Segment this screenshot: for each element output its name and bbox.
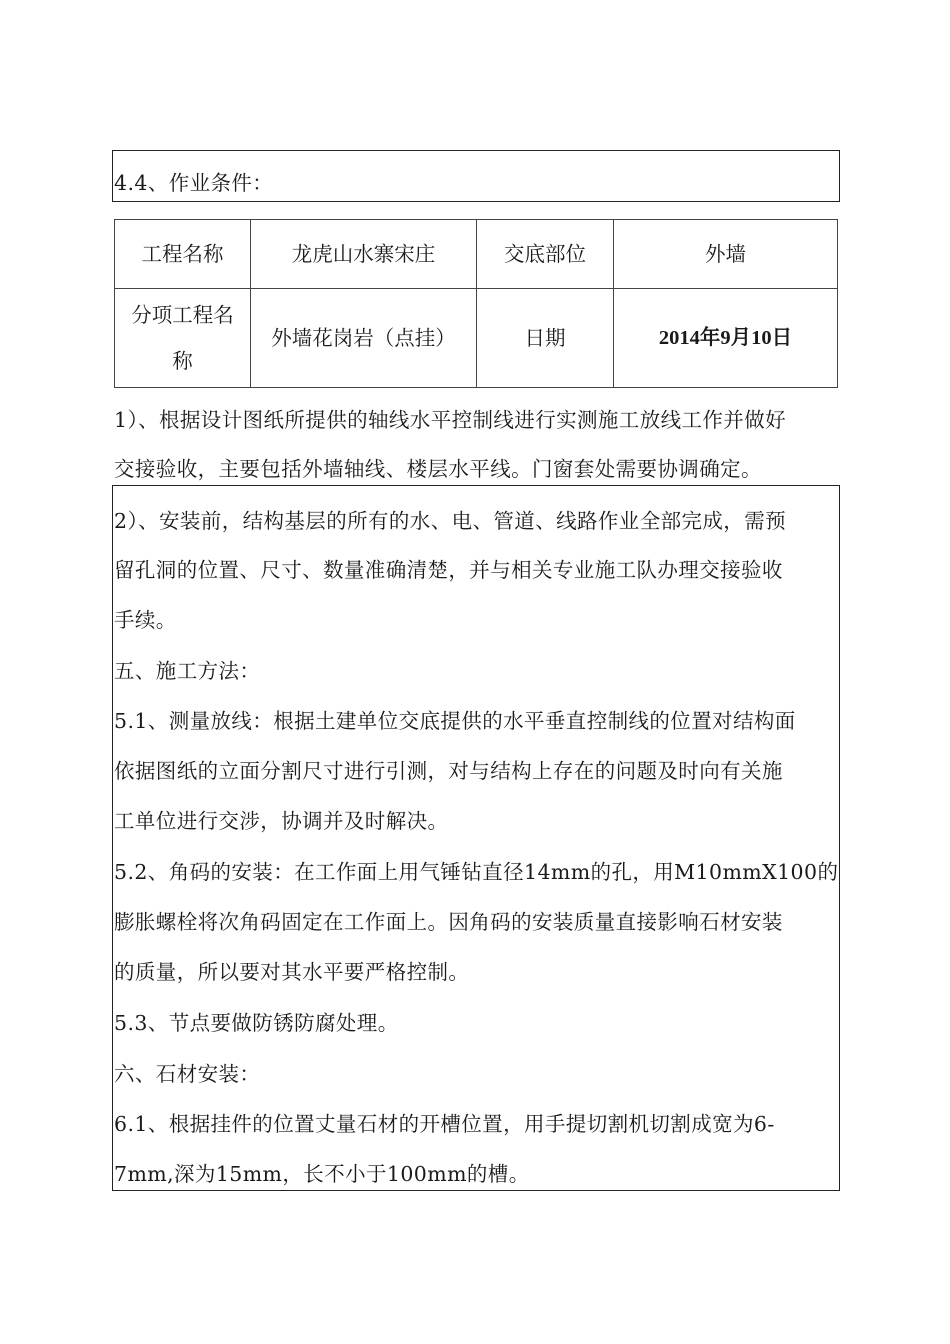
paragraph-line: 7mm,深为15mm，长不小于100mm的槽。 (114, 1162, 530, 1186)
date-label: 日期 (477, 289, 614, 388)
paragraph-line: 的质量，所以要对其水平要严格控制。 (114, 960, 470, 984)
project-info-table (114, 219, 838, 388)
paragraph-line: 1）、根据设计图纸所提供的轴线水平控制线进行实测施工放线工作并做好 (114, 408, 786, 432)
paragraph-line: 膨胀螺栓将次角码固定在工作面上。因角码的安装质量直接影响石材安装 (114, 910, 783, 934)
handover-part-label: 交底部位 (477, 220, 614, 289)
date-value: 2014年9月10日 (614, 289, 838, 388)
handover-part-value: 外墙 (614, 220, 838, 289)
sub-project-label: 分项工程名称 (115, 289, 251, 388)
paragraph-line: 手续。 (114, 608, 177, 632)
paragraph-line: 6.1、根据挂件的位置丈量石材的开槽位置，用手提切割机切割成宽为6- (114, 1112, 775, 1136)
paragraph-line: 5.3、节点要做防锈防腐处理。 (114, 1011, 399, 1035)
project-name-label: 工程名称 (115, 220, 251, 289)
paragraph-line: 5.1、测量放线：根据土建单位交底提供的水平垂直控制线的位置对结构面 (114, 709, 796, 733)
paragraph-line: 工单位进行交涉，协调并及时解决。 (114, 809, 449, 833)
section-heading-4-4: 4.4、作业条件： (114, 171, 274, 195)
paragraph-line: 交接验收，主要包括外墙轴线、楼层水平线。门窗套处需要协调确定。 (114, 457, 762, 481)
paragraph-line: 依据图纸的立面分割尺寸进行引测，对与结构上存在的问题及时向有关施 (114, 759, 783, 783)
paragraph-line: 留孔洞的位置、尺寸、数量准确清楚，并与相关专业施工队办理交接验收 (114, 558, 783, 582)
section-heading-5: 五、施工方法： (114, 659, 261, 683)
paragraph-line: 2）、安装前，结构基层的所有的水、电、管道、线路作业全部完成，需预 (114, 509, 786, 533)
table-row (115, 289, 838, 388)
project-name-value: 龙虎山水寨宋庄 (251, 220, 477, 289)
paragraph-line: 5.2、角码的安装：在工作面上用气锤钻直径14mm的孔，用M10mmX100的 (114, 860, 839, 884)
table-row (115, 220, 838, 289)
section-heading-6: 六、石材安装： (114, 1062, 261, 1086)
sub-project-value: 外墙花岗岩（点挂） (251, 289, 477, 388)
